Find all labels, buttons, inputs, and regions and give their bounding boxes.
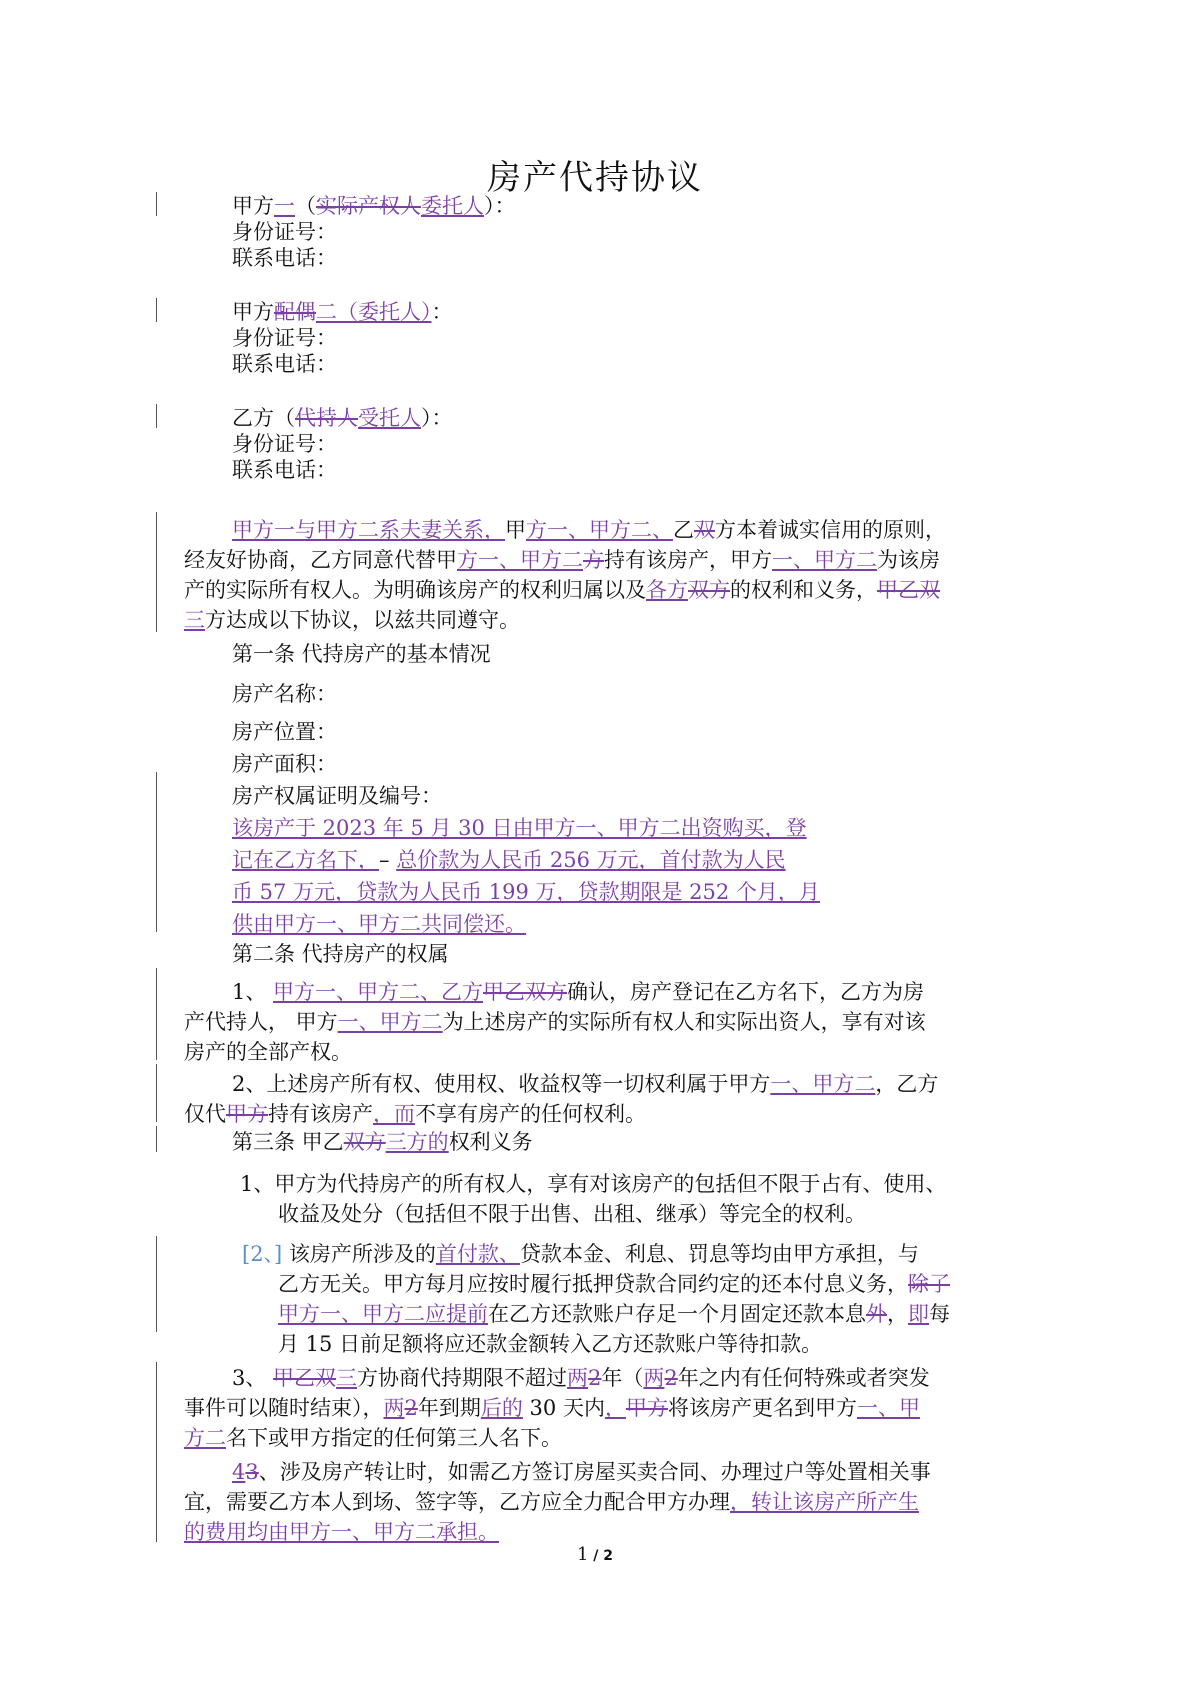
article3-item2-line-2: 乙方无关。甲方每月应按时履行抵押贷款合同约定的还本付息义务，除了 xyxy=(278,1272,950,1296)
change-bar xyxy=(156,512,157,632)
change-bar xyxy=(156,1064,157,1122)
page-number: 1 / 2 xyxy=(576,1544,614,1565)
property-name-label: 房产名称： xyxy=(232,682,337,706)
article2-p2-line-1: 2、上述房产所有权、使用权、收益权等一切权利属于甲方一、甲方二，乙方 xyxy=(232,1072,939,1096)
change-bar xyxy=(156,772,157,932)
party-a1-line: 甲方一（实际产权人委托人）： xyxy=(232,194,516,218)
property-area-label: 房产面积： xyxy=(232,752,337,776)
article3-item1-line-1: 1、甲方为代持房产的所有权人，享有对该房产的包括但不限于占有、使用、 xyxy=(240,1172,947,1196)
change-bar xyxy=(156,192,157,216)
article2-p2-line-2: 仅代甲方持有该房产，而不享有房产的任何权利。 xyxy=(184,1102,646,1126)
preamble-line-1: 甲方一与甲方二系夫妻关系，甲方一、甲方二、乙双方本着诚实信用的原则， xyxy=(232,518,946,542)
property-cert-label: 房产权属证明及编号： xyxy=(232,784,442,808)
article1-inserted-line-1: 该房产于 2023 年 5 月 30 日由甲方一、甲方二出资购买，登 xyxy=(232,816,807,840)
list-number-bracket: [2、] xyxy=(242,1242,283,1266)
change-bar xyxy=(156,1236,157,1332)
preamble-line-4: 三方达成以下协议，以兹共同遵守。 xyxy=(184,608,520,632)
article2-p1-line-3: 房产的全部产权。 xyxy=(184,1040,352,1064)
party-a2-line: 甲方配偶二（委托人）： xyxy=(232,300,453,324)
article3-item2-line-4: 月 15 日前足额将应还款金额转入乙方还款账户等待扣款。 xyxy=(278,1332,823,1356)
party-a2-phone-label: 联系电话： xyxy=(232,352,337,376)
article3-p4-line-3: 的费用均由甲方一、甲方二承担。 xyxy=(184,1520,499,1544)
change-bar xyxy=(156,1362,157,1452)
change-bar xyxy=(156,968,157,1060)
article3-p4-line-2: 宜，需要乙方本人到场、签字等，乙方应全力配合甲方办理，转让该房产所产生 xyxy=(184,1490,919,1514)
document-title: 房产代持协议 xyxy=(487,158,703,198)
article3-p3-line-3: 方二名下或甲方指定的任何第三人名下。 xyxy=(184,1426,562,1450)
party-b-id-label: 身份证号： xyxy=(232,432,337,456)
property-location-label: 房产位置： xyxy=(232,720,337,744)
party-a2-id-label: 身份证号： xyxy=(232,326,337,350)
article3-p3-line-1: 3、 甲乙双三方协商代持期限不超过两2年（两2年之内有任何特殊或者突发 xyxy=(232,1366,930,1390)
article1-inserted-line-4: 供由甲方一、甲方二共同偿还。 xyxy=(232,912,526,936)
party-a1-id-label: 身份证号： xyxy=(232,220,337,244)
article3-item1-line-2: 收益及处分（包括但不限于出售、出租、继承）等完全的权利。 xyxy=(278,1202,866,1226)
party-a1-phone-label: 联系电话： xyxy=(232,246,337,270)
preamble-line-2: 经友好协商，乙方同意代替甲方一、甲方二方持有该房产，甲方一、甲方二为该房 xyxy=(184,548,940,572)
party-b-phone-label: 联系电话： xyxy=(232,458,337,482)
preamble-line-3: 产的实际所有权人。为明确该房产的权利归属以及各方双方的权利和义务，甲乙双 xyxy=(184,578,940,602)
article2-p1-line-2: 产代持人， 甲方一、甲方二为上述房产的实际所有权人和实际出资人，享有对该 xyxy=(184,1010,926,1034)
article3-item2-line-1: [2、] 该房产所涉及的首付款、贷款本金、利息、罚息等均由甲方承担，与 xyxy=(242,1242,919,1266)
article3-p3-line-2: 事件可以随时结束），两2年到期后的 30 天内，甲方将该房产更名到甲方一、甲 xyxy=(184,1396,920,1420)
article1-heading: 第一条 代持房产的基本情况 xyxy=(232,642,491,666)
article3-heading: 第三条 甲乙双方三方的权利义务 xyxy=(232,1130,533,1154)
change-bar xyxy=(156,1126,157,1152)
party-b-line: 乙方（代持人受托人）： xyxy=(232,406,453,430)
change-bar xyxy=(156,1452,157,1542)
change-bar xyxy=(156,404,157,428)
article3-p4-line-1: 43、涉及房产转让时，如需乙方签订房屋买卖合同、办理过户等处置相关事 xyxy=(232,1460,931,1484)
article2-heading: 第二条 代持房产的权属 xyxy=(232,942,449,966)
article2-p1-line-1: 1、 甲方一、甲方二、乙方甲乙双方确认，房产登记在乙方名下，乙方为房 xyxy=(232,980,925,1004)
change-bar xyxy=(156,298,157,322)
article3-item2-line-3: 甲方一、甲方二应提前在乙方还款账户存足一个月固定还款本息外，即每 xyxy=(278,1302,950,1326)
article1-inserted-line-3: 币 57 万元，贷款为人民币 199 万，贷款期限是 252 个月，月 xyxy=(232,880,820,904)
article1-inserted-line-2: 记在乙方名下，– 总价款为人民币 256 万元，首付款为人民 xyxy=(232,848,786,872)
